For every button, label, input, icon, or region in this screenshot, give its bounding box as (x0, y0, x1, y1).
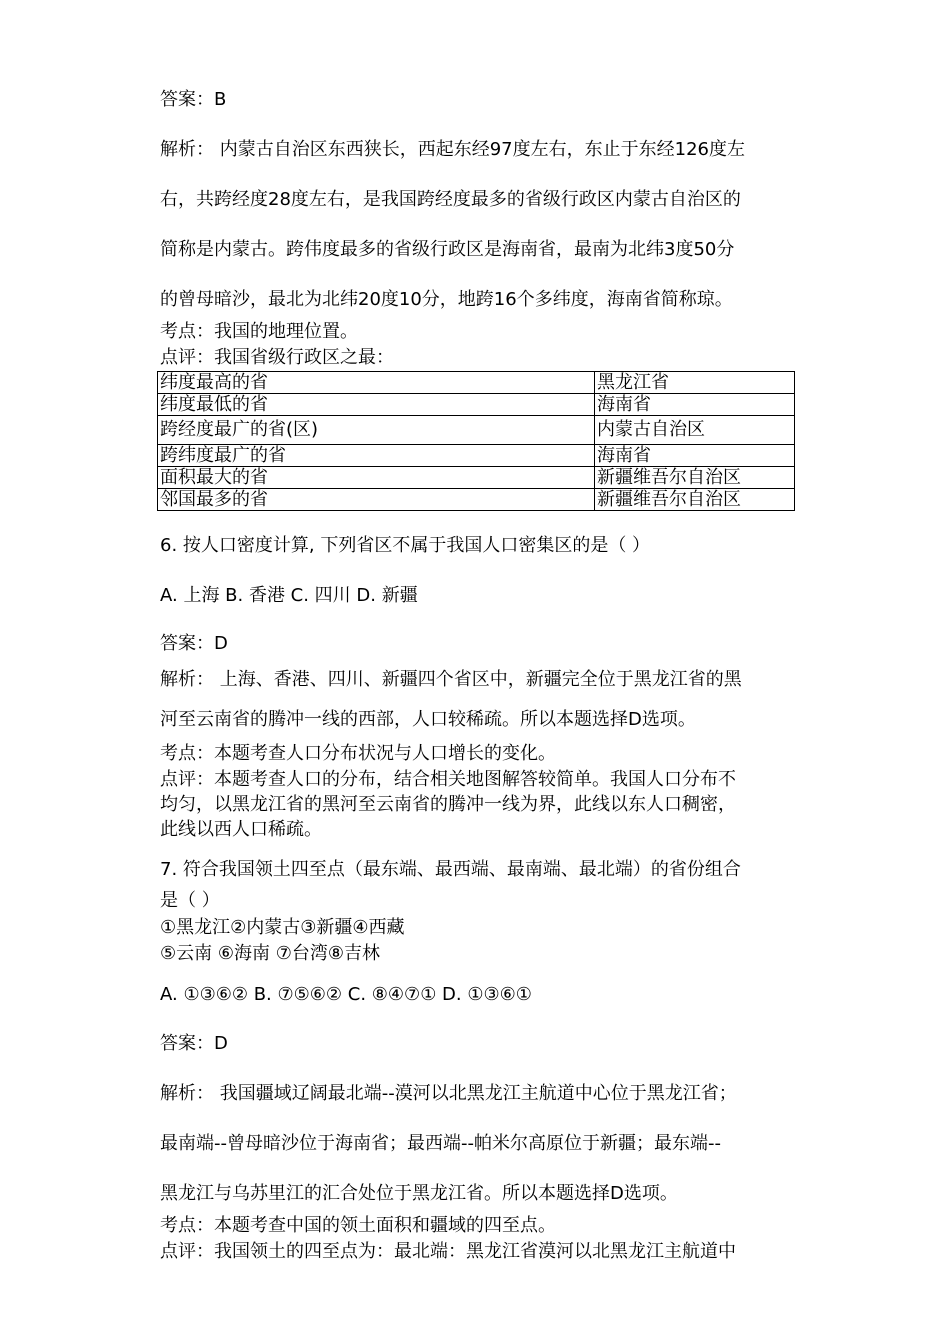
table-row (158, 372, 795, 394)
q5-dianping: 点评：我国省级行政区之最： (160, 347, 394, 368)
table-cell: 纬度最低的省 (158, 394, 595, 416)
q6-kaodian: 考点：本题考查人口分布状况与人口增长的变化。 (160, 743, 556, 764)
q7-items-line-2: ⑤云南 ⑥海南 ⑦台湾⑧吉林 (160, 943, 380, 964)
table-row (158, 416, 795, 445)
table-cell: 跨纬度最广的省 (158, 445, 595, 467)
q5-analysis-line-4: 的曾母暗沙，最北为北纬20度10分，地跨16个多纬度，海南省简称琼。 (160, 289, 733, 310)
q5-answer: 答案：B (160, 89, 227, 110)
q7-analysis-line-3: 黑龙江与乌苏里江的汇合处位于黑龙江省。所以本题选择D选项。 (160, 1183, 678, 1204)
q7-answer: 答案：D (160, 1033, 228, 1054)
q7-options: A. ①③⑥② B. ⑦⑤⑥② C. ⑧④⑦① D. ①③⑥① (160, 984, 532, 1005)
q6-dianping-line-3: 此线以西人口稀疏。 (160, 819, 322, 840)
q5-analysis-line-1: 解析： 内蒙古自治区东西狭长，西起东经97度左右，东止于东经126度左 (160, 139, 745, 160)
table-row (158, 394, 795, 416)
table-cell: 纬度最高的省 (158, 372, 595, 394)
q7-items-line-1: ①黑龙江②内蒙古③新疆④西藏 (160, 917, 405, 938)
province-records-table (157, 371, 795, 511)
q6-dianping-line-2: 均匀，以黑龙江省的黑河至云南省的腾冲一线为界，此线以东人口稠密， (160, 794, 736, 815)
table-cell: 海南省 (595, 394, 795, 416)
q7-kaodian: 考点：本题考查中国的领土面积和疆域的四至点。 (160, 1215, 556, 1236)
q5-analysis-line-3: 简称是内蒙古。跨伟度最多的省级行政区是海南省，最南为北纬3度50分 (160, 239, 735, 260)
table-cell: 跨经度最广的省(区) (158, 416, 595, 445)
q7-analysis-line-1: 解析： 我国疆域辽阔最北端--漠河以北黑龙江主航道中心位于黑龙江省； (160, 1083, 737, 1104)
table-cell: 黑龙江省 (595, 372, 795, 394)
q6-options: A. 上海 B. 香港 C. 四川 D. 新疆 (160, 585, 418, 606)
table-cell: 面积最大的省 (158, 467, 595, 489)
q7-dianping: 点评：我国领土的四至点为：最北端：黑龙江省漠河以北黑龙江主航道中 (160, 1241, 736, 1262)
q7-question-line-2: 是（ ） (160, 890, 220, 911)
table-cell: 邻国最多的省 (158, 489, 595, 511)
q6-answer: 答案：D (160, 633, 228, 654)
q6-analysis-line-1: 解析： 上海、香港、四川、新疆四个省区中，新疆完全位于黑龙江省的黑 (160, 669, 742, 690)
table-cell: 内蒙古自治区 (595, 416, 795, 445)
table-cell: 海南省 (595, 445, 795, 467)
table-row (158, 445, 795, 467)
q6-dianping-line-1: 点评：本题考查人口的分布，结合相关地图解答较简单。我国人口分布不 (160, 769, 736, 790)
q7-question-line-1: 7. 符合我国领土四至点（最东端、最西端、最南端、最北端）的省份组合 (160, 859, 741, 880)
table-row (158, 489, 795, 511)
q6-question: 6. 按人口密度计算, 下列省区不属于我国人口密集区的是（ ） (160, 535, 651, 556)
table-row (158, 467, 795, 489)
q5-analysis-line-2: 右，共跨经度28度左右，是我国跨经度最多的省级行政区内蒙古自治区的 (160, 189, 741, 210)
q7-analysis-line-2: 最南端--曾母暗沙位于海南省；最西端--帕米尔高原位于新疆；最东端-- (160, 1133, 721, 1154)
q6-analysis-line-2: 河至云南省的腾冲一线的西部，人口较稀疏。所以本题选择D选项。 (160, 709, 696, 730)
table-cell: 新疆维吾尔自治区 (595, 467, 795, 489)
q5-kaodian: 考点：我国的地理位置。 (160, 321, 358, 342)
table-cell: 新疆维吾尔自治区 (595, 489, 795, 511)
